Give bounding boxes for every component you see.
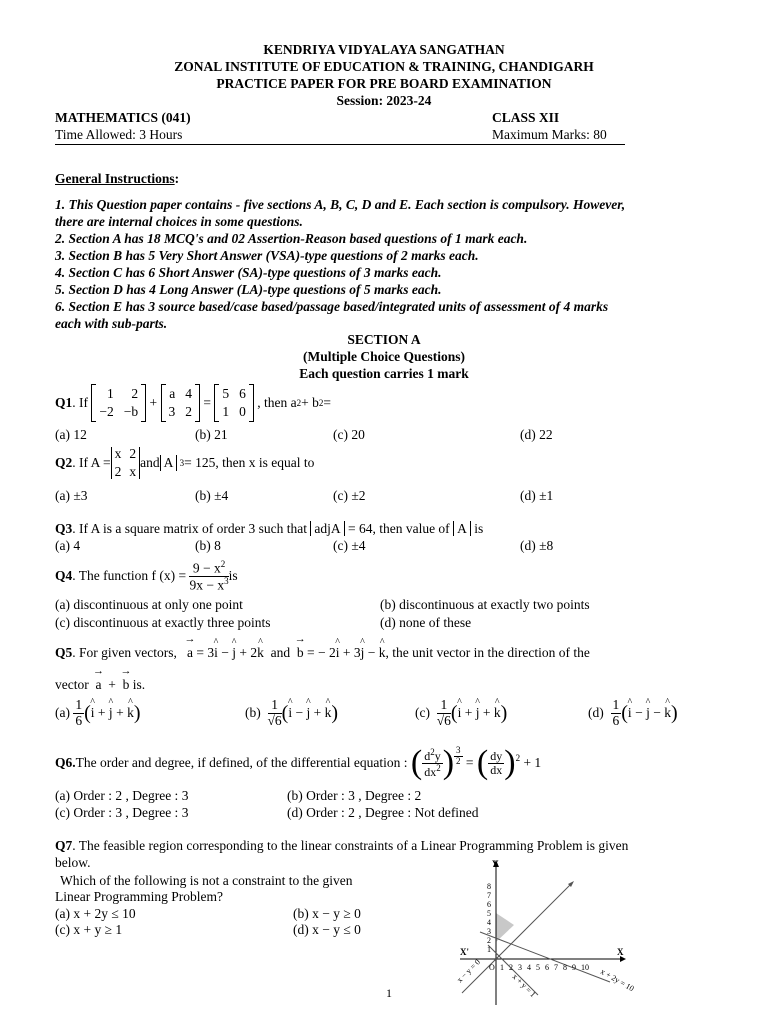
- question-7-line4: Linear Programming Problem?: [55, 889, 223, 904]
- feasible-region: [496, 913, 514, 942]
- option: (b) discontinuous at exactly two points: [380, 597, 590, 612]
- feasible-region-graph: [440, 855, 660, 1010]
- x-prime-label: X': [460, 947, 469, 957]
- option: (b) 21: [195, 427, 228, 442]
- option: (a) $\frac{1}{6}$ ( ^ i + ^ j + ^ k ): [55, 696, 140, 730]
- question-1: Q1 . If 1 2 −2 −b + a 4 3 2 = 5 6 1 0 , then a 2 + b 2 =: [55, 382, 331, 424]
- question-label: Q5: [55, 645, 73, 660]
- option: (a) x + 2y ≤ 10: [55, 906, 136, 921]
- question-label: Q2: [55, 455, 73, 470]
- option: (d) none of these: [380, 615, 472, 630]
- instruction-line: 5. Section D has 4 Long Answer (LA)-type questions of 5 marks each.: [55, 282, 442, 297]
- class: CLASS XII: [492, 110, 560, 125]
- x-tick: 3: [518, 963, 522, 972]
- y-tick: 8: [487, 882, 491, 891]
- option: (c) 20: [333, 427, 365, 442]
- option: (c) ±2: [333, 488, 366, 503]
- fraction: $\frac{9 - x^2}{9x - x^3}$: [189, 558, 229, 592]
- option: (b) $\frac{1}{√6}$ ( ^ i − ^ j + ^ k ): [245, 696, 338, 730]
- option: (a) 4: [55, 538, 81, 553]
- x-tick: 1: [500, 963, 504, 972]
- option: (c) discontinuous at exactly three points: [55, 615, 271, 630]
- matrix-1: 1 2 −2 −b: [91, 384, 146, 422]
- x-tick: 8: [563, 963, 567, 972]
- x-tick: 5: [536, 963, 540, 972]
- option: (d) 22: [520, 427, 553, 442]
- option: (a) 12: [55, 427, 87, 442]
- determinant: x 2 2 x: [111, 446, 141, 480]
- option: (a) discontinuous at only one point: [55, 597, 243, 612]
- question-label: Q1: [55, 395, 73, 410]
- option: (b) Order : 3 , Degree : 2: [287, 788, 422, 803]
- question-label: Q7: [55, 838, 73, 853]
- line-label-x-plus-y: x + y = 1: [510, 972, 538, 999]
- instruction-line: 4. Section C has 6 Short Answer (SA)-type questions of 3 marks each.: [55, 265, 442, 280]
- question-5-line2: vector → a + → b is.: [55, 677, 145, 693]
- y-tick: 6: [487, 900, 491, 909]
- y-tick: 2: [487, 936, 491, 945]
- option: (c) $\frac{1}{√6}$ ( ^ i + ^ j + ^ k ): [415, 696, 507, 730]
- question-7-line3: Which of the following is not a constraint to the given: [60, 873, 353, 888]
- option: (c) Order : 3 , Degree : 3: [55, 805, 189, 820]
- y-tick: 1: [487, 945, 491, 954]
- y-tick: 3: [487, 927, 491, 936]
- option: (d) Order : 2 , Degree : Not defined: [287, 805, 479, 820]
- instructions-heading: General Instructions:: [55, 171, 180, 186]
- question-7: Q7. The feasible region corresponding to the linear constraints of a Linear Programming Problem is given: [55, 838, 629, 853]
- instruction-line: 2. Section A has 18 MCQ's and 02 Assertion-Reason based questions of 1 mark each.: [55, 231, 528, 246]
- option: (b) ±4: [195, 488, 229, 503]
- header-divider: [55, 144, 625, 145]
- question-4: Q4 . The function f (x) = $\frac{9 - x^2}{9x - x^3}$ is: [55, 558, 238, 592]
- instruction-line: 1. This Question paper contains - five sections A, B, C, D and E. Each section is compulsory. However,: [55, 197, 626, 212]
- option: (d) x − y ≤ 0: [293, 922, 361, 937]
- option: (c) ±4: [333, 538, 366, 553]
- line-label-x-plus-2y: x + 2y = 10: [599, 966, 636, 994]
- matrix-3: 5 6 1 0: [214, 384, 254, 422]
- x-tick: 10: [581, 963, 589, 972]
- max-marks: Maximum Marks: 80: [492, 127, 607, 142]
- instruction-line: 6. Section E has 3 source based/case based/passage based/integrated units of assessment of 4 marks: [55, 299, 609, 314]
- x-tick: 2: [509, 963, 513, 972]
- subject: MATHEMATICS (041): [55, 110, 191, 125]
- question-label: Q3: [55, 521, 73, 536]
- question-2: Q2 . If A = x 2 2 x and A 3 = 125, then x is equal to: [55, 446, 315, 479]
- question-5: Q5. For given vectors, → a = 3^ i − ^ j + 2^ k and → b = − 2^ i + 3^ j − ^ k, the unit vector in the direction of the: [55, 645, 590, 661]
- section-title: SECTION A: [347, 332, 421, 347]
- origin-label: O: [489, 963, 495, 972]
- question-label: Q6.: [55, 755, 76, 770]
- x-axis-label: X: [617, 947, 624, 957]
- line-label-x-minus-y: x − y = 0: [455, 957, 482, 985]
- question-6: Q6. The order and degree, if defined, of the differential equation : ( $\frac{d^2y}{dx^2}$ ) $\frac{3}{2}$ = ( $\frac{dy}{dx}$ ) $^2$ + 1: [55, 744, 542, 781]
- session: Session: 2023-24: [336, 93, 432, 108]
- section-note: Each question carries 1 mark: [299, 366, 469, 381]
- institute-name: ZONAL INSTITUTE OF EDUCATION & TRAINING, CHANDIGARH: [174, 59, 594, 74]
- option: (b) x − y ≥ 0: [293, 906, 361, 921]
- x-tick: 6: [545, 963, 549, 972]
- x-tick: 4: [527, 963, 531, 972]
- question-3: Q3. If A is a square matrix of order 3 such that adjA = 64, then value of A is: [55, 521, 484, 536]
- option: (a) Order : 2 , Degree : 3: [55, 788, 189, 803]
- paper-title: PRACTICE PAPER FOR PRE BOARD EXAMINATION: [216, 76, 552, 91]
- question-7-line2: below.: [55, 855, 91, 870]
- section-subtitle: (Multiple Choice Questions): [303, 349, 465, 364]
- instruction-line: each with sub-parts.: [55, 316, 168, 331]
- option: (b) 8: [195, 538, 221, 553]
- question-label: Q4: [55, 568, 73, 583]
- option: (c) x + y ≥ 1: [55, 922, 123, 937]
- y-tick: 4: [487, 918, 491, 927]
- page-number: 1: [386, 986, 392, 1000]
- y-axis-label: Y: [492, 859, 499, 869]
- instruction-line: there are internal choices in some questions.: [55, 214, 303, 229]
- y-tick: 5: [487, 909, 491, 918]
- option: (d) ±8: [520, 538, 554, 553]
- org-name: KENDRIYA VIDYALAYA SANGATHAN: [263, 42, 505, 57]
- instruction-line: 3. Section B has 5 Very Short Answer (VSA)-type questions of 2 marks each.: [55, 248, 479, 263]
- x-tick: 9: [572, 963, 576, 972]
- matrix-2: a 4 3 2: [161, 384, 201, 422]
- option: (a) ±3: [55, 488, 88, 503]
- option: (d) ±1: [520, 488, 554, 503]
- y-tick: 7: [487, 891, 491, 900]
- option: (d) $\frac{1}{6}$ ( ^ i − ^ j − ^ k ): [588, 696, 678, 730]
- x-tick: 7: [554, 963, 558, 972]
- time-allowed: Time Allowed: 3 Hours: [55, 127, 183, 142]
